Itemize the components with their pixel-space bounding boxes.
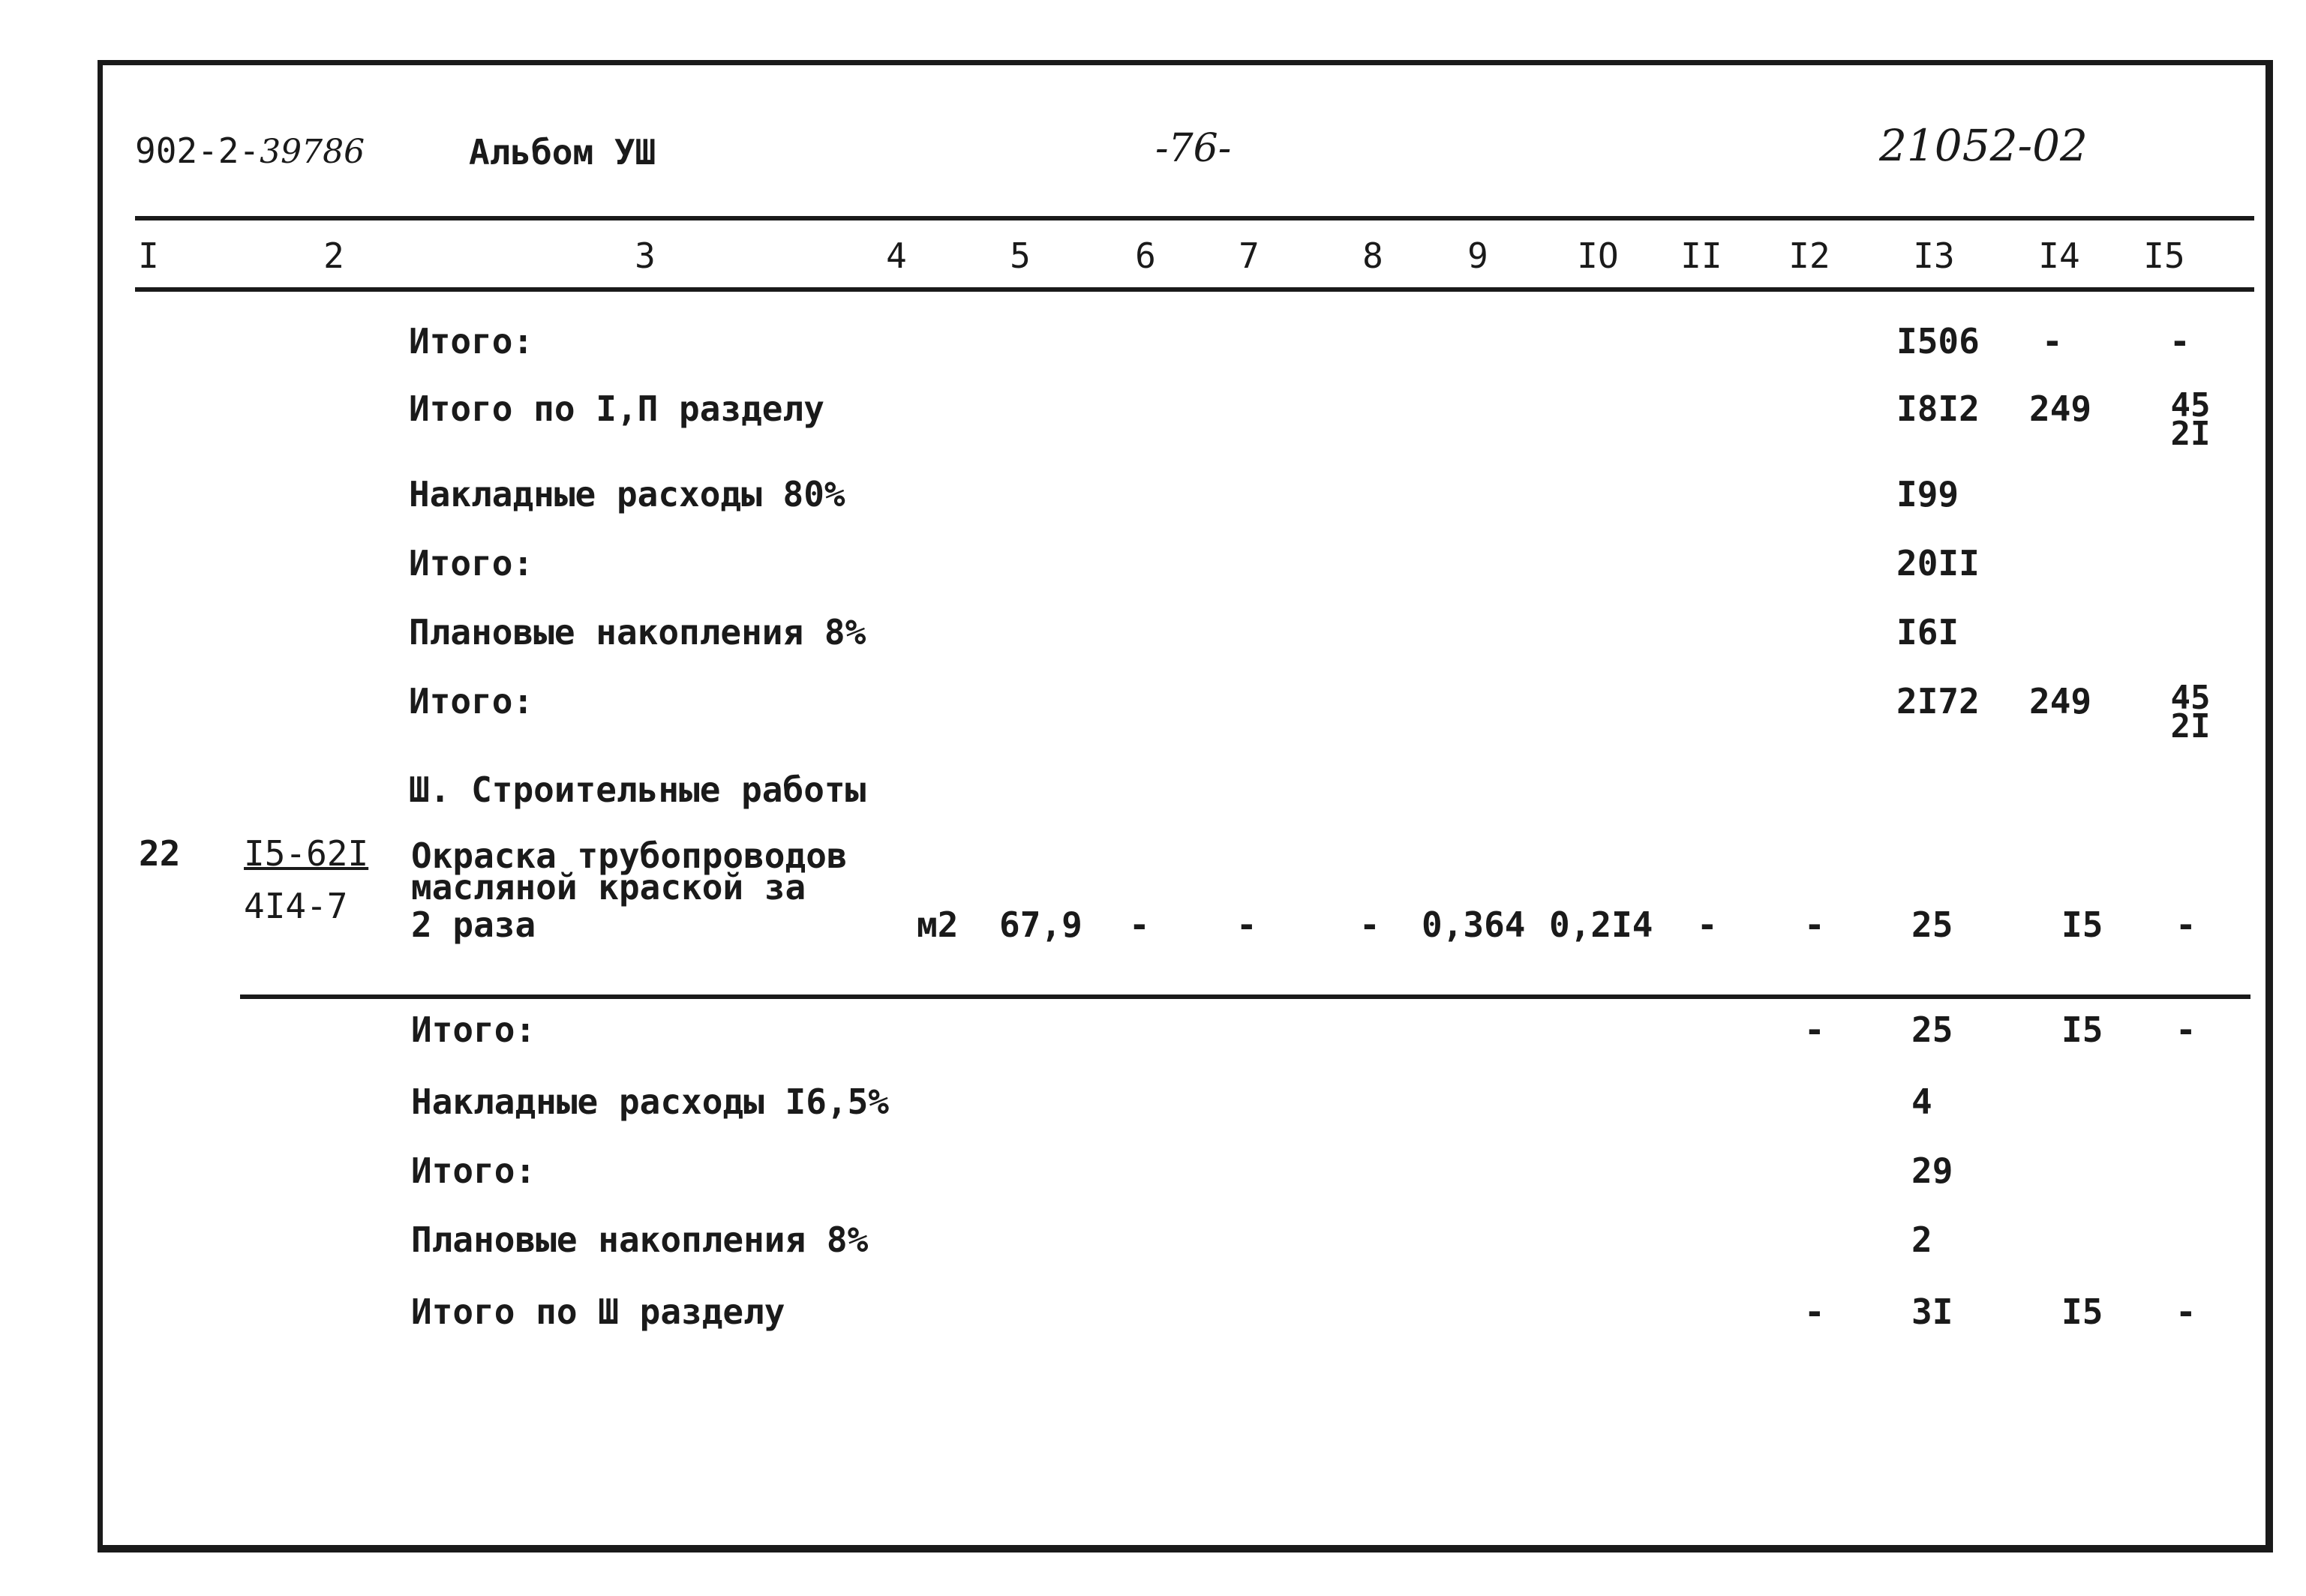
col-header: 5 <box>1010 236 1031 276</box>
cell-col7: - <box>1236 904 1257 945</box>
col-header: 6 <box>1135 236 1156 276</box>
doc-code-handwritten: 39786 <box>260 133 365 171</box>
col-header: 3 <box>635 236 656 276</box>
doc-code <box>135 130 365 171</box>
project-code: 21052-02 <box>1879 120 2088 171</box>
cell-col14: I5 <box>2061 1010 2103 1050</box>
cell-col8: - <box>1359 904 1380 945</box>
row-label: Накладные расходы 80% <box>409 474 845 514</box>
cell-col14: 249 <box>2029 681 2092 722</box>
item-description-line: масляной краской за <box>411 867 806 908</box>
cell-col15: - <box>2169 321 2190 362</box>
page-number: -76- <box>1155 126 1232 171</box>
price-code-secondary: 4I4-7 <box>244 886 348 926</box>
price-code: I5-62I <box>244 833 369 874</box>
col-header: 4 <box>886 236 907 276</box>
cell-col10: 0,2I4 <box>1549 904 1653 945</box>
row-label: Итого по Ш разделу <box>411 1292 785 1332</box>
col-header: I2 <box>1788 236 1830 276</box>
col-header: I3 <box>1913 236 1955 276</box>
header-top-rule <box>135 216 2254 220</box>
col-header: I <box>138 236 159 276</box>
cell-col15: - <box>2175 1292 2196 1332</box>
cell-col15: - <box>2175 1010 2196 1050</box>
cell-col12: - <box>1804 904 1825 945</box>
col-header: II <box>1680 236 1722 276</box>
cell-col12: - <box>1804 1010 1825 1050</box>
row-label: Итого: <box>409 681 534 722</box>
col-header: 7 <box>1239 236 1260 276</box>
item-description-line: 2 раза <box>411 904 536 945</box>
cell-col13: 3I <box>1911 1292 1953 1332</box>
cell-col13: 2 <box>1911 1220 1932 1260</box>
row-label: Итого: <box>411 1010 536 1050</box>
cell-col15-bottom: 2I <box>2170 707 2211 746</box>
cell-col15: - <box>2175 904 2196 945</box>
col-header: I5 <box>2143 236 2185 276</box>
col-header: 8 <box>1362 236 1383 276</box>
cell-col6: - <box>1129 904 1150 945</box>
cell-col15-bottom: 2I <box>2170 415 2211 453</box>
cell-col4-unit: м2 <box>917 904 959 945</box>
cell-col13: 4 <box>1911 1082 1932 1122</box>
col-header: IO <box>1577 236 1619 276</box>
cell-col13: 20II <box>1896 543 1980 584</box>
section-heading: Ш. Строительные работы <box>409 770 866 810</box>
col-header: I4 <box>2038 236 2080 276</box>
row-label: Накладные расходы I6,5% <box>411 1082 889 1122</box>
cell-col14: - <box>2042 321 2063 362</box>
item-description-line: Окраска трубопроводов <box>411 836 848 876</box>
cell-col13: 25 <box>1911 1010 1953 1050</box>
row-label: Итого: <box>409 543 534 584</box>
cell-col13: 25 <box>1911 904 1953 945</box>
cell-col13: I6I <box>1896 612 1959 652</box>
doc-code-prefix: 902-2- <box>135 130 260 171</box>
cell-col5: 67,9 <box>999 904 1082 945</box>
cell-col15-top: 45 <box>2170 386 2211 424</box>
row-label: Плановые накопления 8% <box>411 1220 869 1260</box>
cell-col9: 0,364 <box>1422 904 1526 945</box>
subtotal-rule <box>240 994 2250 999</box>
cell-col13: 29 <box>1911 1150 1953 1191</box>
album-label: Альбом УШ <box>469 132 656 172</box>
cell-col14: I5 <box>2061 904 2103 945</box>
row-label: Итого: <box>411 1150 536 1191</box>
col-header: 2 <box>323 236 344 276</box>
cell-col12: - <box>1804 1292 1825 1332</box>
row-label: Итого: <box>409 321 534 362</box>
cell-col13: I99 <box>1896 474 1959 514</box>
header-bottom-rule <box>135 287 2254 292</box>
cell-col14: I5 <box>2061 1292 2103 1332</box>
cell-col15-top: 45 <box>2170 679 2211 717</box>
cell-col13: I506 <box>1896 321 1980 362</box>
col-header: 9 <box>1467 236 1488 276</box>
cell-col14: 249 <box>2029 388 2092 429</box>
row-number: 22 <box>139 833 181 874</box>
cell-col13: 2I72 <box>1896 681 1980 722</box>
row-label: Итого по I,П разделу <box>409 388 824 429</box>
cell-col11: - <box>1697 904 1718 945</box>
cell-col13: I8I2 <box>1896 388 1980 429</box>
row-label: Плановые накопления 8% <box>409 612 866 652</box>
